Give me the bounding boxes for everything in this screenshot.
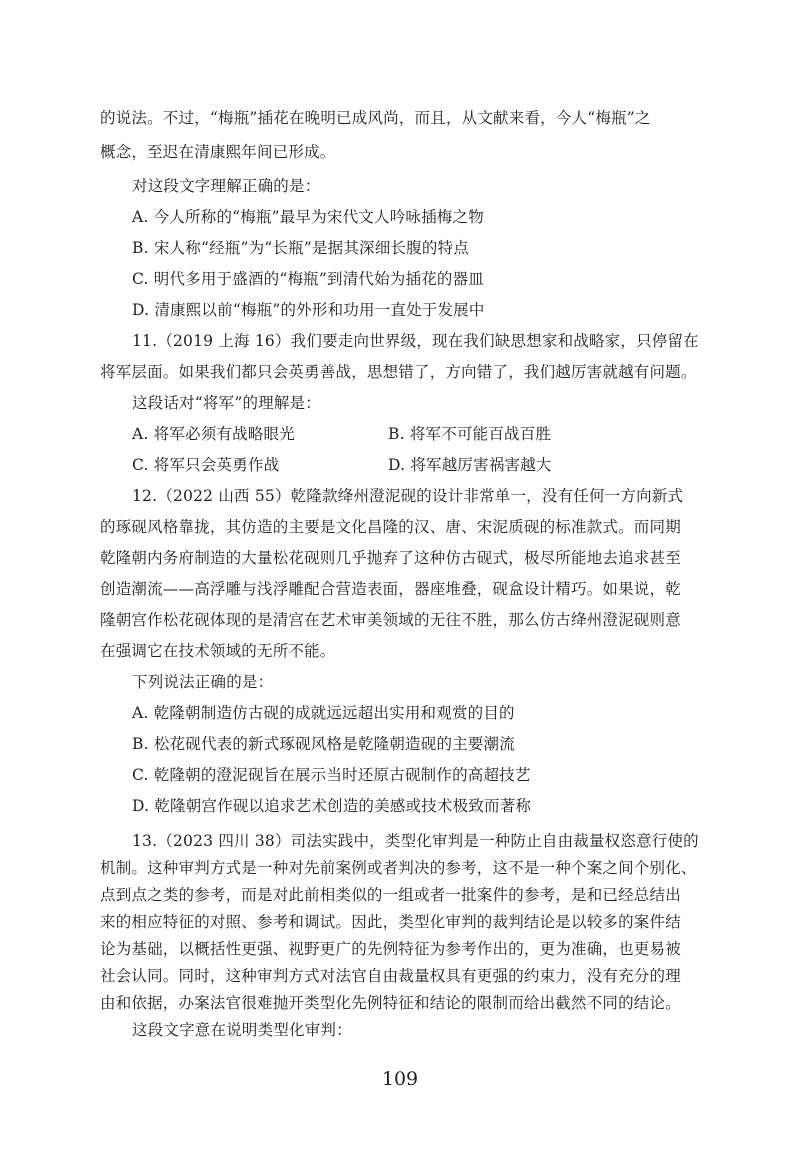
text-line: 来的相应特征的对照、参考和调试。因此，类型化审判的裁判结论是以较多的案件结 (100, 913, 681, 931)
question-13-heading: 13.（2023 四川 38）司法实践中，类型化审判是一种防止自由裁量权恣意行使的 (132, 832, 699, 850)
question-prompt: 这段文字意在说明类型化审判： (132, 1021, 352, 1039)
text-line: 创造潮流——高浮雕与浅浮雕配合营造表面，器座堆叠，砚盒设计精巧。如果说，乾 (100, 580, 681, 598)
text-line: 的琢砚风格靠拢，其仿造的主要是文化昌隆的汉、唐、宋泥质砚的标准款式。而同期 (100, 518, 681, 536)
option-b: B. 松花砚代表的新式琢砚风格是乾隆朝造砚的主要潮流 (132, 735, 515, 753)
text-line: 论为基础，以概括性更强、视野更广的先例特征为参考作出的，更为准确，也更易被 (100, 940, 681, 958)
text-line: 由和依据，办案法官很难抛开类型化先例特征和结论的限制而给出截然不同的结论。 (100, 994, 681, 1012)
text-line: 概念，至迟在清康熙年间已形成。 (100, 143, 336, 161)
option-b: B. 宋人称“经瓶”为“长瓶”是据其深细长腹的特点 (132, 239, 469, 257)
question-12-heading: 12.（2022 山西 55）乾隆款绛州澄泥砚的设计非常单一，没有任何一方向新式 (132, 487, 684, 505)
option-a: A. 今人所称的“梅瓶”最早为宋代文人吟咏插梅之物 (132, 208, 484, 226)
text-line: 在强调它在技术领域的无所不能。 (100, 642, 336, 660)
option-d: D. 乾隆朝宫作砚以追求艺术创造的美感或技术极致而著称 (132, 797, 532, 815)
text-line: 隆朝宫作松花砚体现的是清宫在艺术审美领域的无往不胜，那么仿古绛州澄泥砚则意 (100, 611, 681, 629)
text-line: 点到点之类的参考，而是对此前相类似的一组或者一批案件的参考，是和已经总结出 (100, 886, 681, 904)
option-c: C. 将军只会英勇作战 (132, 456, 280, 474)
question-prompt: 这段话对“将军”的理解是： (132, 394, 321, 412)
text-line: 的说法。不过，“梅瓶”插花在晚明已成风尚，而且，从文献来看，今人“梅瓶”之 (100, 109, 651, 127)
question-11-heading: 11.（2019 上海 16）我们要走向世界级，现在我们缺思想家和战略家，只停留在 (132, 332, 699, 350)
option-c: C. 乾隆朝的澄泥砚旨在展示当时还原古砚制作的高超技艺 (132, 766, 531, 784)
option-a: A. 乾隆朝制造仿古砚的成就远远超出实用和观赏的目的 (132, 704, 515, 722)
text-line: 将军层面。如果我们都只会英勇善战，思想错了，方向错了，我们越厉害就越有问题。 (100, 363, 697, 381)
page-number: 109 (381, 1068, 419, 1090)
text-line: 机制。这种审判方式是一种对先前案例或者判决的参考，这不是一种个案之间个别化、 (100, 859, 697, 877)
option-b: B. 将军不可能百战百胜 (388, 425, 552, 443)
question-prompt: 对这段文字理解正确的是： (132, 177, 321, 195)
option-d: D. 清康熙以前“梅瓶”的外形和功用一直处于发展中 (132, 301, 485, 319)
option-c: C. 明代多用于盛酒的“梅瓶”到清代始为插花的器皿 (132, 270, 485, 288)
option-d: D. 将军越厉害祸害越大 (388, 456, 552, 474)
question-prompt: 下列说法正确的是： (132, 673, 274, 691)
text-line: 社会认同。同时，这种审判方式对法官自由裁量权具有更强的约束力，没有充分的理 (100, 967, 681, 985)
text-line: 乾隆朝内务府制造的大量松花砚则几乎抛弃了这种仿古砚式，极尽所能地去追求甚至 (100, 549, 681, 567)
option-a: A. 将军必须有战略眼光 (132, 425, 295, 443)
